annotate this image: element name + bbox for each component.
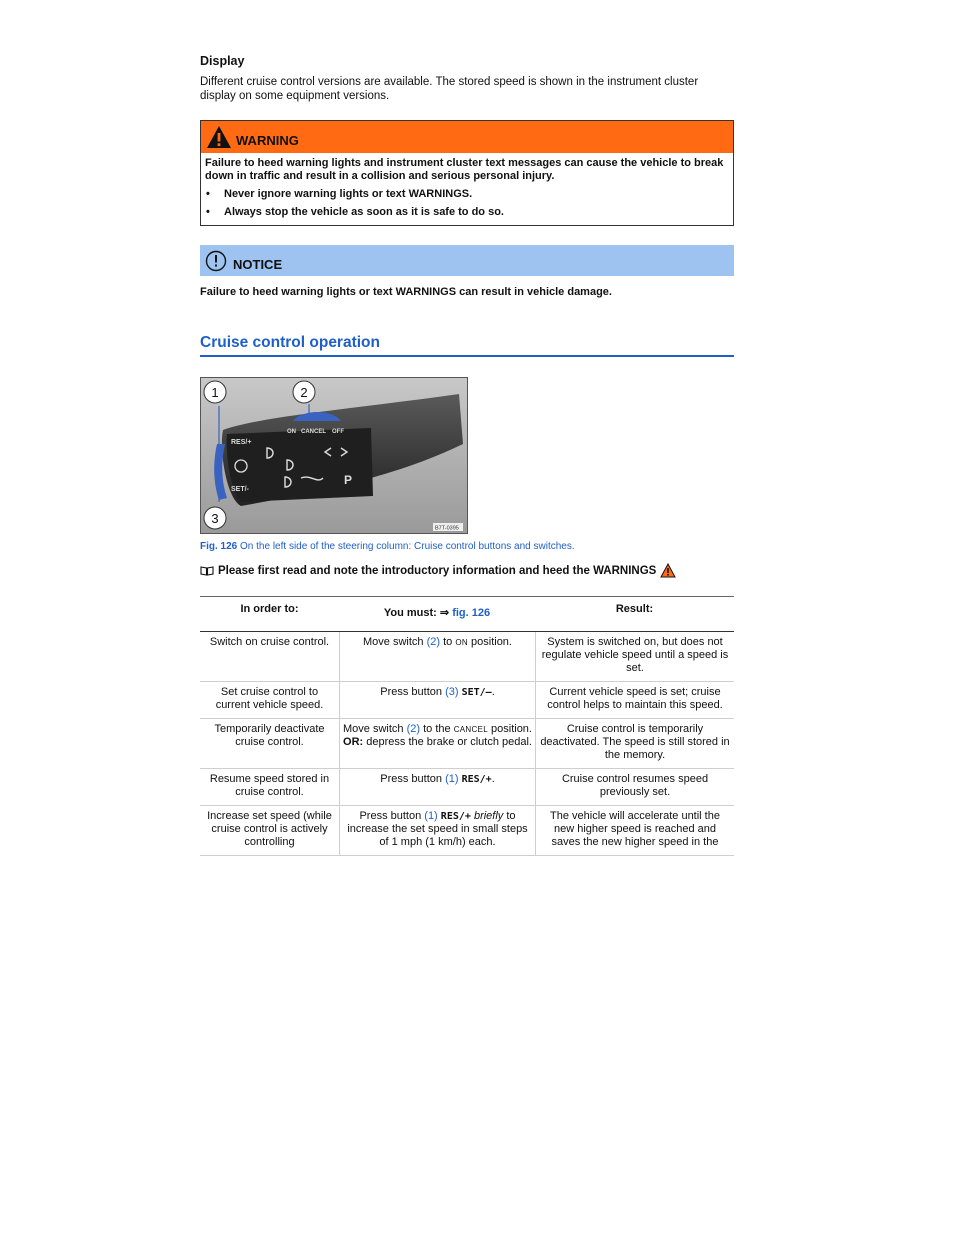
header-col1: In order to: [240,603,299,615]
ref-switch-2[interactable]: (2) [406,723,421,735]
cell-action: Press button (1) RES/+. [339,769,535,805]
header-col3: Result: [615,603,654,615]
figure-steering-column [200,377,468,534]
display-heading: Display [200,54,245,68]
figure-caption-text: On the left side of the steering column: Cruise control buttons and switches. [237,541,575,552]
cell-action: Press button (3) SET/–. [339,682,535,718]
label-cancel: CANCEL [301,429,326,435]
cell-action: Move switch (2) to ON position. [339,632,535,681]
warning-bullet-text: Never ignore warning lights or text WARNINGS. [224,188,473,200]
cell-goal: Temporarily deactivate cruise control. [214,723,325,748]
callout-2 [293,381,315,403]
warning-header [201,121,733,153]
table-row [200,769,734,806]
display-paragraph: Different cruise control versions are available. The stored speed is shown in the instrument cluster display on some equipment versions. [200,76,699,102]
warning-lead: Failure to heed warning lights and instrument cluster text messages can cause the vehicle to break down in traffic and result in a collision and serious personal injury. [205,157,724,182]
cruise-control-lever-illustration [201,378,467,533]
notice-text: Failure to heed warning lights or text WARNINGS can result in vehicle damage. [200,286,612,298]
cruise-control-table [200,596,734,856]
table-row [200,806,734,856]
callout-1 [204,381,226,403]
ref-switch-2[interactable]: (2) [426,636,441,648]
table-row [200,682,734,719]
ref-button-3[interactable]: (3) [445,686,459,698]
header-col2 [339,597,535,631]
read-note [200,563,676,578]
ref-button-1[interactable]: (1) [424,810,438,822]
figure-number: Fig. 126 [200,541,238,552]
cell-goal: Set cruise control to current vehicle speed. [215,686,324,711]
table-header-row [200,596,734,632]
label-off: OFF [332,429,344,435]
notice-exclamation-icon [205,250,227,272]
label-p: P [344,473,353,487]
notice-box [200,245,734,298]
cell-goal: Increase set speed (while cruise control is actively controlling [207,810,332,848]
cell-result: Current vehicle speed is set; cruise control helps to maintain this speed. [535,682,734,718]
warning-bullet-text: Always stop the vehicle as soon as it is safe to do so. [224,206,504,218]
read-note-text: Please first read and note the introductory information and heed the WARNINGS [218,564,657,577]
cell-result: System is switched on, but does not regulate vehicle speed until a speed is set. [535,632,734,681]
notice-header [200,245,734,276]
cell-action: Move switch (2) to the CANCEL position. OR: depress the brake or clutch pedal. [339,719,535,768]
key-res: RES/+ [440,811,471,822]
label-res: RES/+ [231,439,252,446]
svg-text:1: 1 [211,385,219,400]
warning-triangle-icon [660,563,676,578]
section-title: Cruise control operation [200,334,734,357]
bullet-dot: • [206,188,210,200]
bullet-dot: • [206,206,210,218]
warning-triangle-icon [206,125,232,149]
warning-bullet [205,188,727,201]
table-row [200,632,734,682]
header-col2-prefix: You must: ⇒ [383,607,450,619]
figure-caption [200,541,575,552]
fig-126-link[interactable]: fig. 126 [452,607,491,619]
warning-bullet [205,206,727,219]
key-on: ON [455,638,468,647]
cell-result: The vehicle will accelerate until the new higher speed is reached and saves the new higher speed in the [535,806,734,855]
key-set: SET/– [461,687,492,698]
figure-code: B7T-0395 [435,525,459,532]
cell-goal: Resume speed stored in cruise control. [209,773,330,798]
warning-body [201,153,733,225]
svg-text:2: 2 [300,385,308,400]
book-icon [200,565,214,576]
cell-result: Cruise control resumes speed previously set. [535,769,734,805]
table-row [200,719,734,769]
key-cancel: CANCEL [453,725,488,734]
warning-title: WARNING [236,133,299,148]
warning-box [200,120,734,226]
cell-action: Press button (1) RES/+ briefly to increase the set speed in small steps of 1 mph (1 km/h) each. [339,806,535,855]
svg-text:3: 3 [211,511,219,526]
notice-title: NOTICE [233,257,283,272]
callout-3 [204,507,226,529]
cell-goal: Switch on cruise control. [209,636,330,648]
label-on: ON [287,429,296,435]
cell-result: Cruise control is temporarily deactivated. The speed is still stored in the memory. [535,719,734,768]
key-res: RES/+ [461,774,492,785]
ref-button-1[interactable]: (1) [445,773,459,785]
label-set: SET/- [231,486,249,493]
